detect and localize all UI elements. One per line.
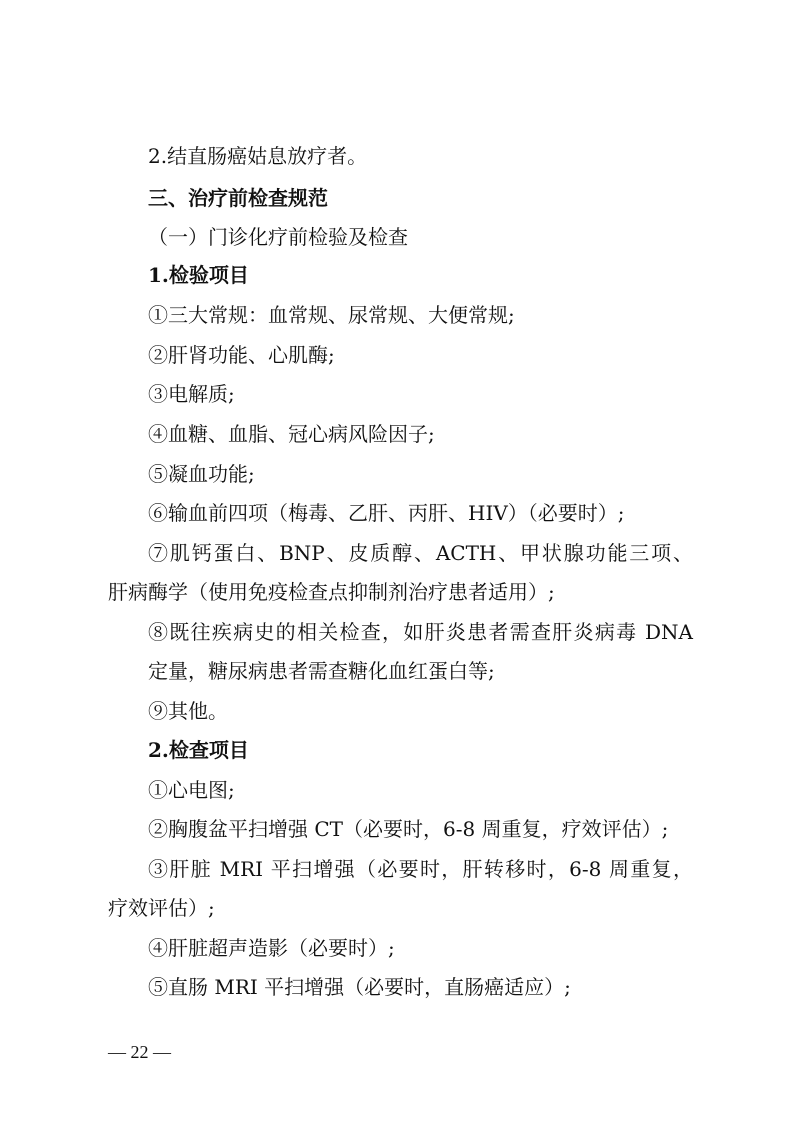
- list-item: ⑧既往疾病史的相关检查，如肝炎患者需查肝炎病毒 DNA: [148, 620, 693, 644]
- list-item-continuation: 定量，糖尿病患者需查糖化血红蛋白等;: [148, 659, 495, 683]
- item-heading: 2.检查项目: [148, 738, 249, 762]
- list-item: ⑤凝血功能;: [148, 462, 255, 486]
- list-item: ①三大常规：血常规、尿常规、大便常规;: [148, 303, 515, 327]
- list-item: ④肝脏超声造影（必要时）;: [148, 936, 395, 960]
- subsection-heading: （一）门诊化疗前检验及检查: [148, 225, 408, 249]
- list-item: ②胸腹盆平扫增强 CT（必要时，6-8 周重复，疗效评估）;: [148, 817, 669, 841]
- section-heading: 三、治疗前检查规范: [148, 186, 328, 210]
- list-item: ①心电图;: [148, 778, 235, 802]
- list-item-continuation: 肝病酶学（使用免疫检查点抑制剂治疗患者适用）;: [108, 580, 555, 604]
- list-item: ③肝脏 MRI 平扫增强（必要时，肝转移时，6-8 周重复，: [148, 857, 693, 881]
- list-item: ④血糖、血脂、冠心病风险因子;: [148, 422, 435, 446]
- list-item: ③电解质;: [148, 382, 235, 406]
- page-number: — 22 —: [108, 1042, 171, 1062]
- list-item: ②肝肾功能、心肌酶;: [148, 343, 335, 367]
- list-item: ⑤直肠 MRI 平扫增强（必要时，直肠癌适应）;: [148, 975, 571, 999]
- list-item: ⑦肌钙蛋白、BNP、皮质醇、ACTH、甲状腺功能三项、: [148, 541, 693, 565]
- list-item: ⑨其他。: [148, 699, 228, 723]
- list-item: ⑥输血前四项（梅毒、乙肝、丙肝、HIV）（必要时）;: [148, 501, 625, 525]
- list-item-continuation: 疗效评估）;: [108, 896, 215, 920]
- item-heading: 1.检验项目: [148, 263, 249, 287]
- paragraph-line: 2.结直肠癌姑息放疗者。: [148, 144, 368, 168]
